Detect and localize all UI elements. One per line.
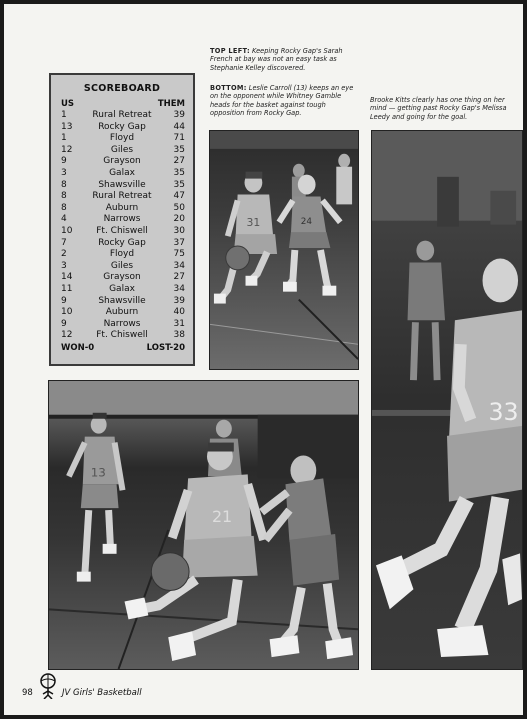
us-score: 12 [61,330,73,341]
scoreboard-row [51,203,193,215]
them-score: 31 [173,318,185,329]
jersey-number-center: 21 [211,507,233,527]
scoreboard-rows [51,110,193,342]
opponent-name: Narrows [103,214,141,225]
scoreboard-row [51,122,193,134]
scoreboard [49,73,195,366]
opponent-name: Rural Retreat [92,191,152,202]
them-score: 35 [173,144,185,155]
jersey-number-left: 13 [90,465,106,480]
them-score: 35 [173,167,185,178]
opponent-name: Narrows [103,318,141,329]
us-score: 7 [61,237,67,248]
them-score: 38 [173,330,185,341]
caption-bottom-label: BOTTOM: [210,84,247,92]
scoreboard-row [51,145,193,157]
them-score: 39 [173,295,185,306]
opponent-name: Ft. Chiswell [96,330,148,341]
opponent-name: Galax [109,167,135,178]
them-score: 35 [173,179,185,190]
opponent-name: Floyd [109,133,135,144]
us-score: 9 [61,156,67,167]
us-score: 3 [61,167,67,178]
opponent-name: Galax [109,283,135,294]
jersey-number-b: 24 [300,217,313,228]
jersey-number-a: 31 [246,216,261,230]
us-score: 12 [61,144,73,155]
them-score: 40 [173,307,185,318]
us-score: 14 [61,272,73,283]
them-score: 71 [173,133,185,144]
lost-total: LOST-20 [146,343,185,353]
scoreboard-row [51,249,193,261]
caption-bottom-text: Leslie Carroll (13) keeps an eye on the opponent while Whitney Gamble heads for the basket against tough opposition from Rocky Gap. [210,84,354,117]
opponent-name: Shawsville [98,295,146,306]
them-score: 39 [173,110,185,120]
them-score: 44 [173,121,185,132]
scoreboard-row [51,319,193,331]
them-score: 34 [173,283,185,294]
opponent-name: Ft. Chiswell [96,225,148,236]
us-score: 2 [61,249,67,260]
caption-top-left-text: Keeping Rocky Gap's Sarah French at bay was not an easy task as Stephanie Kelley discovered. [210,47,343,72]
us-score: 8 [61,179,67,190]
scoreboard-title: SCOREBOARD [83,83,161,94]
scoreboard-row [51,272,193,284]
opponent-name: Grayson [103,272,141,283]
scoreboard-row [51,191,193,203]
opponent-name: Shawsville [98,179,146,190]
them-score: 75 [173,249,185,260]
opponent-name: Rocky Gap [98,237,146,248]
yearbook-page [4,4,523,715]
scoreboard-row [51,296,193,308]
opponent-name: Floyd [109,249,135,260]
caption-bottom [210,84,362,117]
basketball-player-icon [38,673,58,699]
us-score: 8 [61,191,67,202]
them-score: 37 [173,237,185,248]
jersey-number-right: 33 [488,397,519,426]
page-number: 98 [22,688,33,698]
scoreboard-row [51,180,193,192]
opponent-name: Auburn [105,307,139,318]
photo-bottom [48,380,359,670]
them-header: THEM [157,99,185,109]
them-score: 27 [173,156,185,167]
them-score: 30 [173,225,185,236]
us-score: 1 [61,110,67,120]
scoreboard-row [51,330,193,342]
us-header: US [61,99,75,109]
them-score: 47 [173,191,185,202]
us-score: 11 [61,283,73,294]
photo-top-left [209,130,359,370]
us-score: 13 [61,121,73,132]
caption-right-text: Brooke Kitts clearly has one thing on her mind — getting past Rocky Gap's Melissa Leedy and going for the goal. [370,96,507,121]
scoreboard-row [51,238,193,250]
opponent-name: Giles [110,144,134,155]
scoreboard-row [51,214,193,226]
us-score: 8 [61,202,67,213]
scoreboard-row [51,156,193,168]
scoreboard-row [51,284,193,296]
opponent-name: Grayson [103,156,141,167]
won-total: WON-0 [61,343,95,353]
scoreboard-row [51,110,193,122]
them-score: 50 [173,202,185,213]
scoreboard-row [51,226,193,238]
us-score: 10 [61,307,73,318]
photo-right [371,130,523,670]
opponent-name: Auburn [105,202,139,213]
section-title: JV Girls' Basketball [62,688,142,698]
us-score: 3 [61,260,67,271]
scoreboard-row [51,307,193,319]
them-score: 34 [173,260,185,271]
us-score: 1 [61,133,67,144]
caption-top-left [210,47,362,72]
them-score: 27 [173,272,185,283]
scoreboard-row [51,133,193,145]
us-score: 4 [61,214,67,225]
us-score: 10 [61,225,73,236]
us-score: 9 [61,318,67,329]
caption-top-left-label: TOP LEFT: [210,47,250,55]
opponent-name: Giles [110,260,134,271]
scoreboard-row [51,261,193,273]
opponent-name: Rocky Gap [98,121,146,132]
caption-right [370,96,520,121]
them-score: 20 [173,214,185,225]
opponent-name: Rural Retreat [92,110,152,120]
scoreboard-row [51,168,193,180]
us-score: 9 [61,295,67,306]
